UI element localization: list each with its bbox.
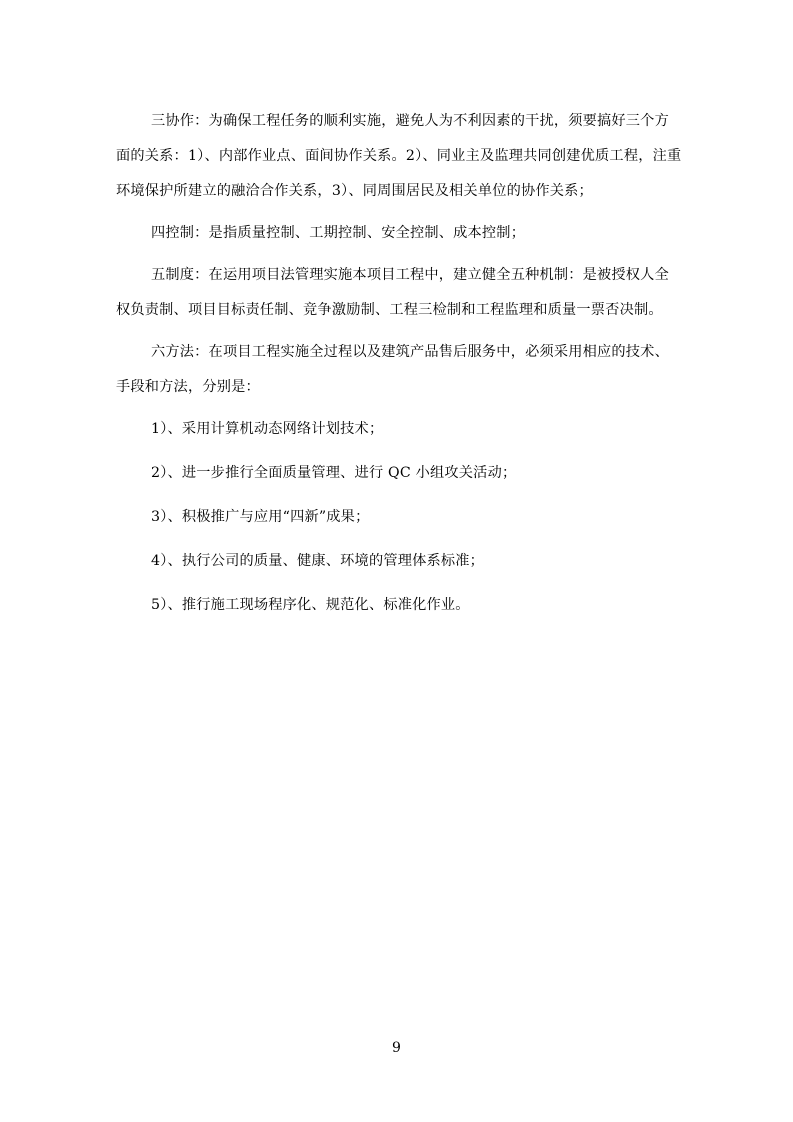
list-item: 5）、推行施工现场程序化、规范化、标准化作业。 — [151, 597, 470, 613]
paragraph-control: 四控制：是指质量控制、工期控制、安全控制、成本控制； — [151, 225, 526, 241]
list-item: 2）、进一步推行全面质量管理、进行 QC 小组攻关活动； — [151, 465, 517, 481]
document-body — [116, 104, 682, 632]
methods-list — [116, 412, 682, 623]
paragraph-system: 五制度：在运用项目法管理实施本项目工程中，建立健全五种机制：是被授权人全权负责制、项目目标责任制、竞争激励制、工程三检制和工程监理和质量一票否决制。 — [116, 267, 669, 318]
paragraph-methods: 六方法：在项目工程实施全过程以及建筑产品售后服务中，必须采用相应的技术、手段和方法，分别是： — [116, 344, 669, 395]
list-item: 1）、采用计算机动态网络计划技术； — [151, 421, 384, 437]
list-item: 3）、积极推广与应用“四新”成果； — [151, 509, 370, 525]
list-item: 4）、执行公司的质量、健康、环境的管理体系标准； — [151, 553, 485, 569]
page-number: 9 — [392, 1040, 401, 1056]
paragraph-cooperation: 三协作：为确保工程任务的顺利实施，避免人为不利因素的干扰，须要搞好三个方面的关系：1）、内部作业点、面间协作关系。2）、同业主及监理共同创建优质工程，注重环境保护所建立的融洽合作关系，3）、同周围居民及相关单位的协作关系； — [116, 113, 682, 199]
